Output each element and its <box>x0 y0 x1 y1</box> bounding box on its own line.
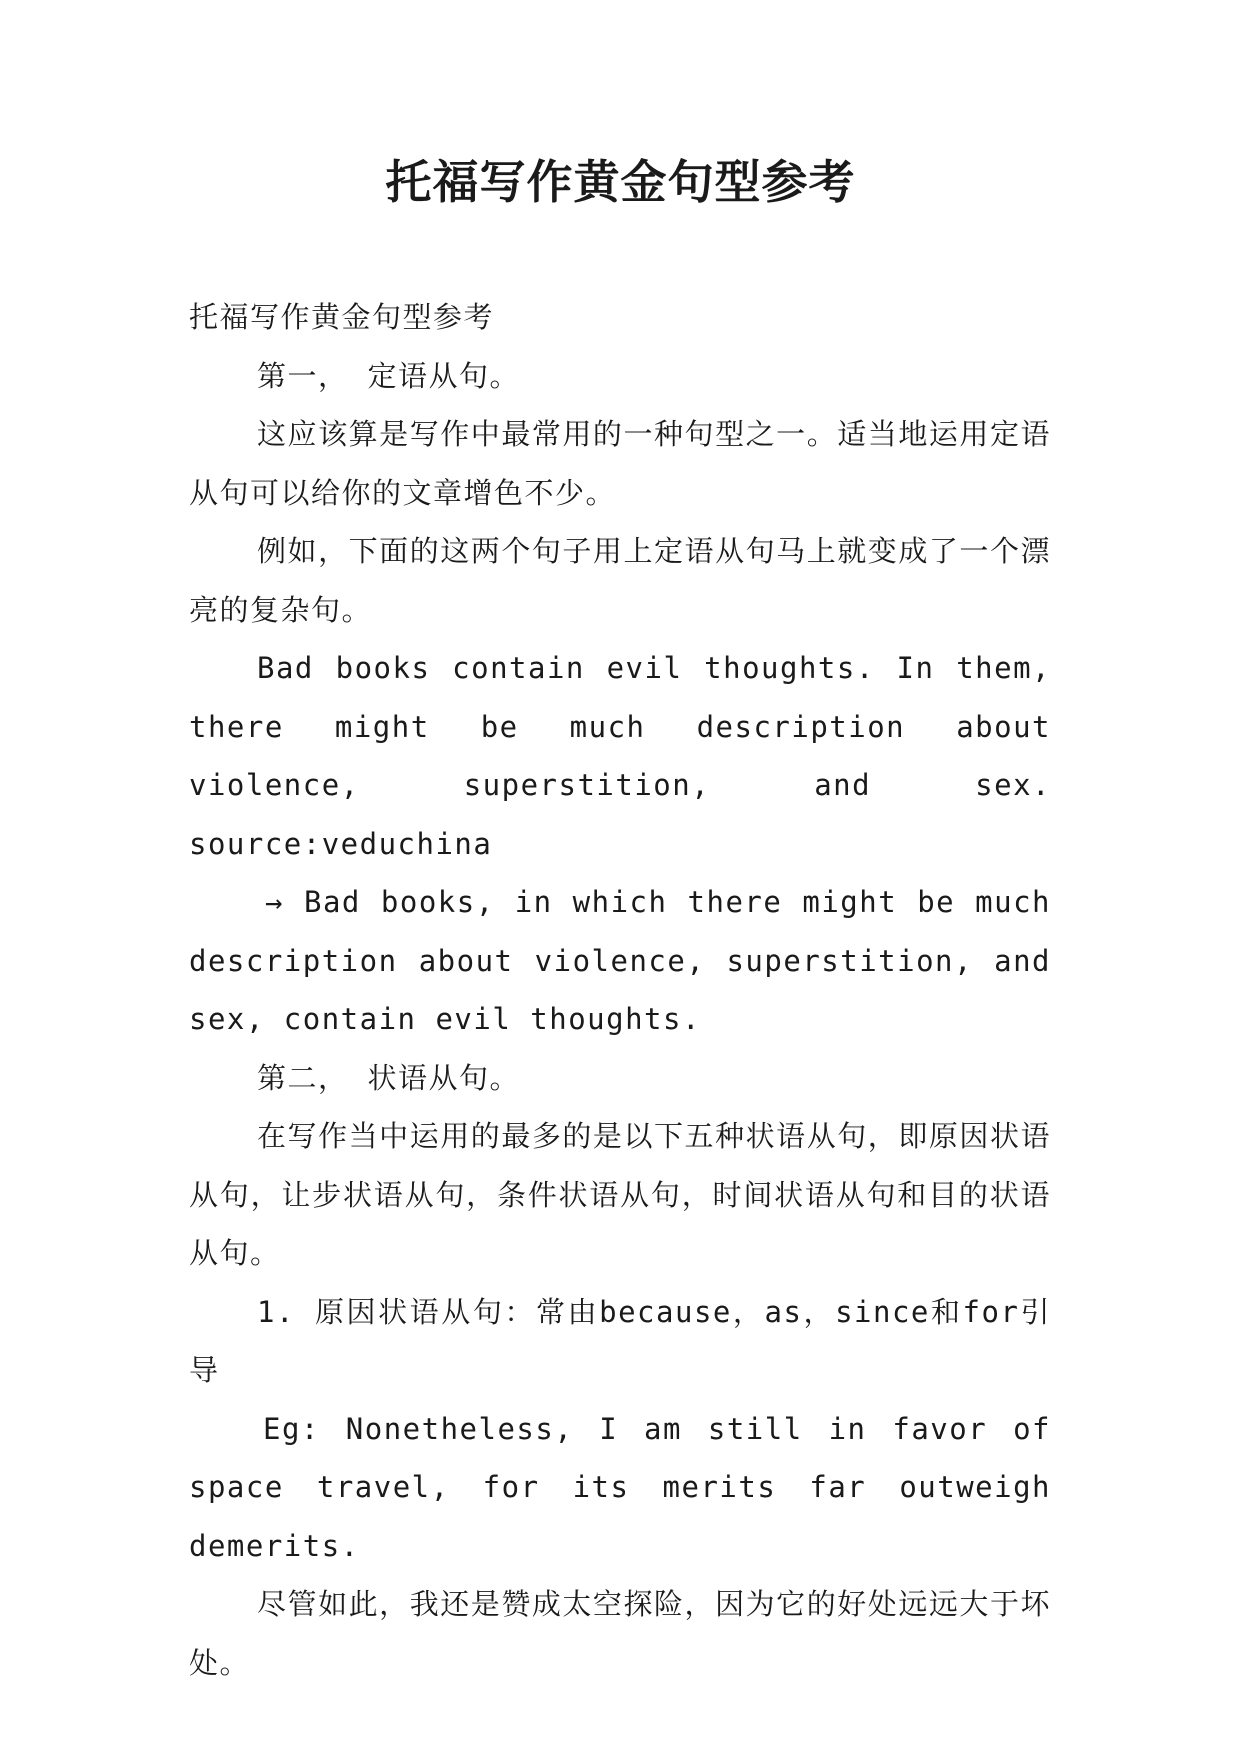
document-body <box>189 288 1051 1692</box>
body-paragraph: 例如，下面的这两个句子用上定语从句马上就变成了一个漂亮的复杂句。 <box>189 534 1051 627</box>
section-heading-adverbial-clause: 第二， 状语从句。 <box>257 1060 520 1095</box>
example-sentence-original: Bad books contain evil thoughts. In them, there might be much description about violence, superstition, and sex. source:veduchina <box>189 651 1051 861</box>
example-translation-chinese: 尽管如此，我还是赞成太空探险，因为它的好处远远大于坏处。 <box>189 1587 1051 1680</box>
document-title: 托福写作黄金句型参考 <box>385 155 856 209</box>
example-sentence-english: Eg: Nonetheless, I am still in favor of space travel, for its merits far outweigh demerits. <box>189 1411 1051 1563</box>
list-item-reason-clause: 1. 原因状语从句：常由because，as，since和for引导 <box>189 1294 1051 1387</box>
subtitle-paragraph: 托福写作黄金句型参考 <box>189 300 495 334</box>
example-sentence-combined: → Bad books, in which there might be much description about violence, superstition, and sex, contain evil thoughts. <box>189 885 1051 1036</box>
body-paragraph: 在写作当中运用的最多的是以下五种状语从句，即原因状语从句，让步状语从句，条件状语从句，时间状语从句和目的状语从句。 <box>189 1119 1051 1270</box>
section-heading-attributive-clause: 第一， 定语从句。 <box>257 358 520 393</box>
body-paragraph: 这应该算是写作中最常用的一种句型之一。适当地运用定语从句可以给你的文章增色不少。 <box>189 417 1051 510</box>
